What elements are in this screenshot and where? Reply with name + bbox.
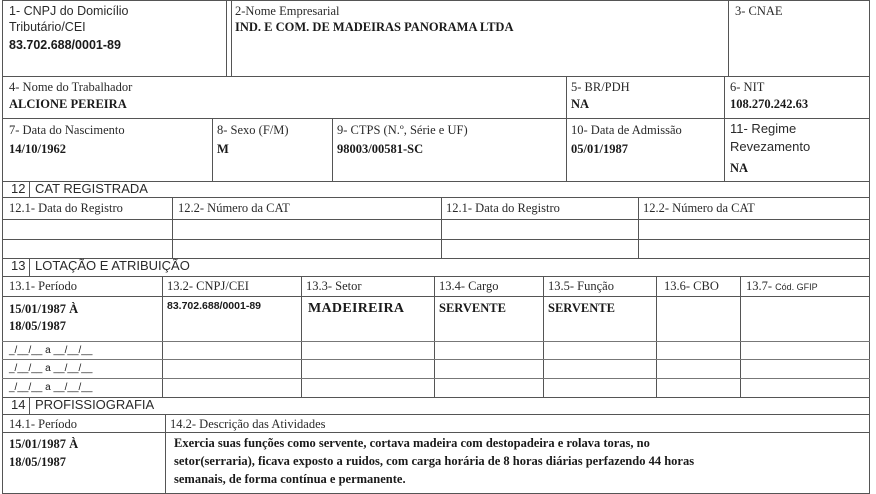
brpdh-value: NA [571, 97, 590, 111]
section-number: 13 [11, 258, 26, 273]
birth-date-label: 7- Data do Nascimento [9, 123, 125, 137]
lotacao-col-header: 13.2- CNPJ/CEI [167, 279, 249, 293]
prof-col-header: 14.1- Período [9, 417, 78, 431]
admission-date-value: 05/01/1987 [571, 142, 628, 156]
section-number: 14 [11, 397, 26, 412]
cat-col-header: 12.2- Número da CAT [643, 201, 755, 215]
lotacao-position: SERVENTE [439, 301, 506, 315]
border-top [2, 0, 870, 1]
divider [332, 118, 333, 181]
divider [172, 197, 173, 258]
description-line: semanais, de forma contínua e permanente. [174, 472, 406, 486]
admission-date-label: 10- Data de Admissão [571, 123, 682, 137]
regime-label: 11- Regime [730, 121, 797, 136]
worker-name-value: ALCIONE PEREIRA [9, 97, 127, 111]
border-left [2, 0, 3, 494]
ctps-value: 98003/00581-SC [337, 142, 424, 156]
ppp-form [2, 0, 870, 494]
divider [2, 197, 870, 198]
lotacao-cnpj: 83.702.688/0001-89 [167, 300, 262, 312]
divider [29, 181, 30, 197]
ctps-label: 9- CTPS (N.º, Série e UF) [337, 123, 468, 137]
divider [2, 341, 870, 342]
border-right [869, 0, 870, 494]
divider [441, 197, 442, 258]
lotacao-sector: MADEIREIRA [308, 301, 405, 316]
worker-name-label: 4- Nome do Trabalhador [9, 80, 133, 94]
section-title: PROFISSIOGRAFIA [35, 397, 155, 412]
prof-period-end: 18/05/1987 [9, 455, 66, 469]
company-name-value: IND. E COM. DE MADEIRAS PANORAMA LTDA [235, 20, 514, 34]
cat-col-header: 12.1- Data do Registro [9, 201, 123, 215]
lotacao-col-header: 13.7- Cód. GFIP [746, 279, 818, 293]
section-title: LOTAÇÃO E ATRIBUIÇÃO [35, 258, 190, 273]
lotacao-col-header: 13.5- Função [548, 279, 614, 293]
divider [2, 219, 870, 220]
section-title: CAT REGISTRADA [35, 181, 148, 196]
lotacao-col-header: 13.4- Cargo [439, 279, 499, 293]
lotacao-col-header: 13.3- Setor [306, 279, 362, 293]
section-number: 12 [11, 181, 26, 196]
divider [231, 0, 232, 76]
divider [2, 414, 870, 415]
sex-label: 8- Sexo (F/M) [217, 123, 289, 137]
divider [29, 397, 30, 414]
cat-col-header: 12.2- Número da CAT [178, 201, 290, 215]
divider [2, 76, 870, 77]
cnae-label: 3- CNAE [735, 4, 783, 18]
lotacao-col-header: 13.6- CBO [664, 279, 719, 293]
blank-period: _/__/__ a __/__/__ [9, 363, 93, 374]
description-line: Exercia suas funções como servente, cortava madeira com destopadeira e rolava toras, no [174, 436, 650, 450]
blank-period: _/__/__ a __/__/__ [9, 345, 93, 356]
divider [226, 0, 227, 76]
divider [566, 76, 567, 181]
sex-value: M [217, 142, 229, 156]
blank-period: _/__/__ a __/__/__ [9, 382, 93, 393]
company-name-label: 2-Nome Empresarial [235, 4, 340, 18]
divider [2, 239, 870, 240]
description-line: setor(serraria), ficava exposto a ruidos, com carga horária de 8 horas diárias perfazendo 44 horas [174, 454, 695, 468]
activity-description [174, 434, 864, 488]
prof-col-header: 14.2- Descrição das Atividades [170, 417, 326, 431]
divider [2, 432, 870, 433]
period-start: 15/01/1987 À [9, 302, 79, 316]
nit-value: 108.270.242.63 [730, 97, 809, 111]
cnpj-label: 1- CNPJ do Domicílio [9, 4, 129, 18]
divider [212, 118, 213, 181]
birth-date-value: 14/10/1962 [9, 142, 66, 156]
nit-label: 6- NIT [730, 80, 765, 94]
cnpj-label: Tributário/CEI [9, 20, 86, 34]
divider [728, 0, 729, 76]
divider [2, 378, 870, 379]
divider [724, 76, 725, 181]
lotacao-function: SERVENTE [548, 301, 615, 315]
lotacao-col-header: 13.1- Período [9, 279, 78, 293]
regime-value: NA [730, 161, 749, 175]
divider [29, 258, 30, 276]
cod-gfip-label: Cód. GFIP [775, 282, 818, 292]
divider [165, 414, 166, 494]
brpdh-label: 5- BR/PDH [571, 80, 630, 94]
cat-col-header: 12.1- Data do Registro [446, 201, 560, 215]
prof-period-start: 15/01/1987 À [9, 437, 79, 451]
period-end: 18/05/1987 [9, 319, 66, 333]
divider [2, 118, 870, 119]
regime-label: Revezamento [730, 139, 811, 154]
divider [638, 197, 639, 258]
divider [2, 359, 870, 360]
cnpj-value: 83.702.688/0001-89 [9, 38, 121, 52]
